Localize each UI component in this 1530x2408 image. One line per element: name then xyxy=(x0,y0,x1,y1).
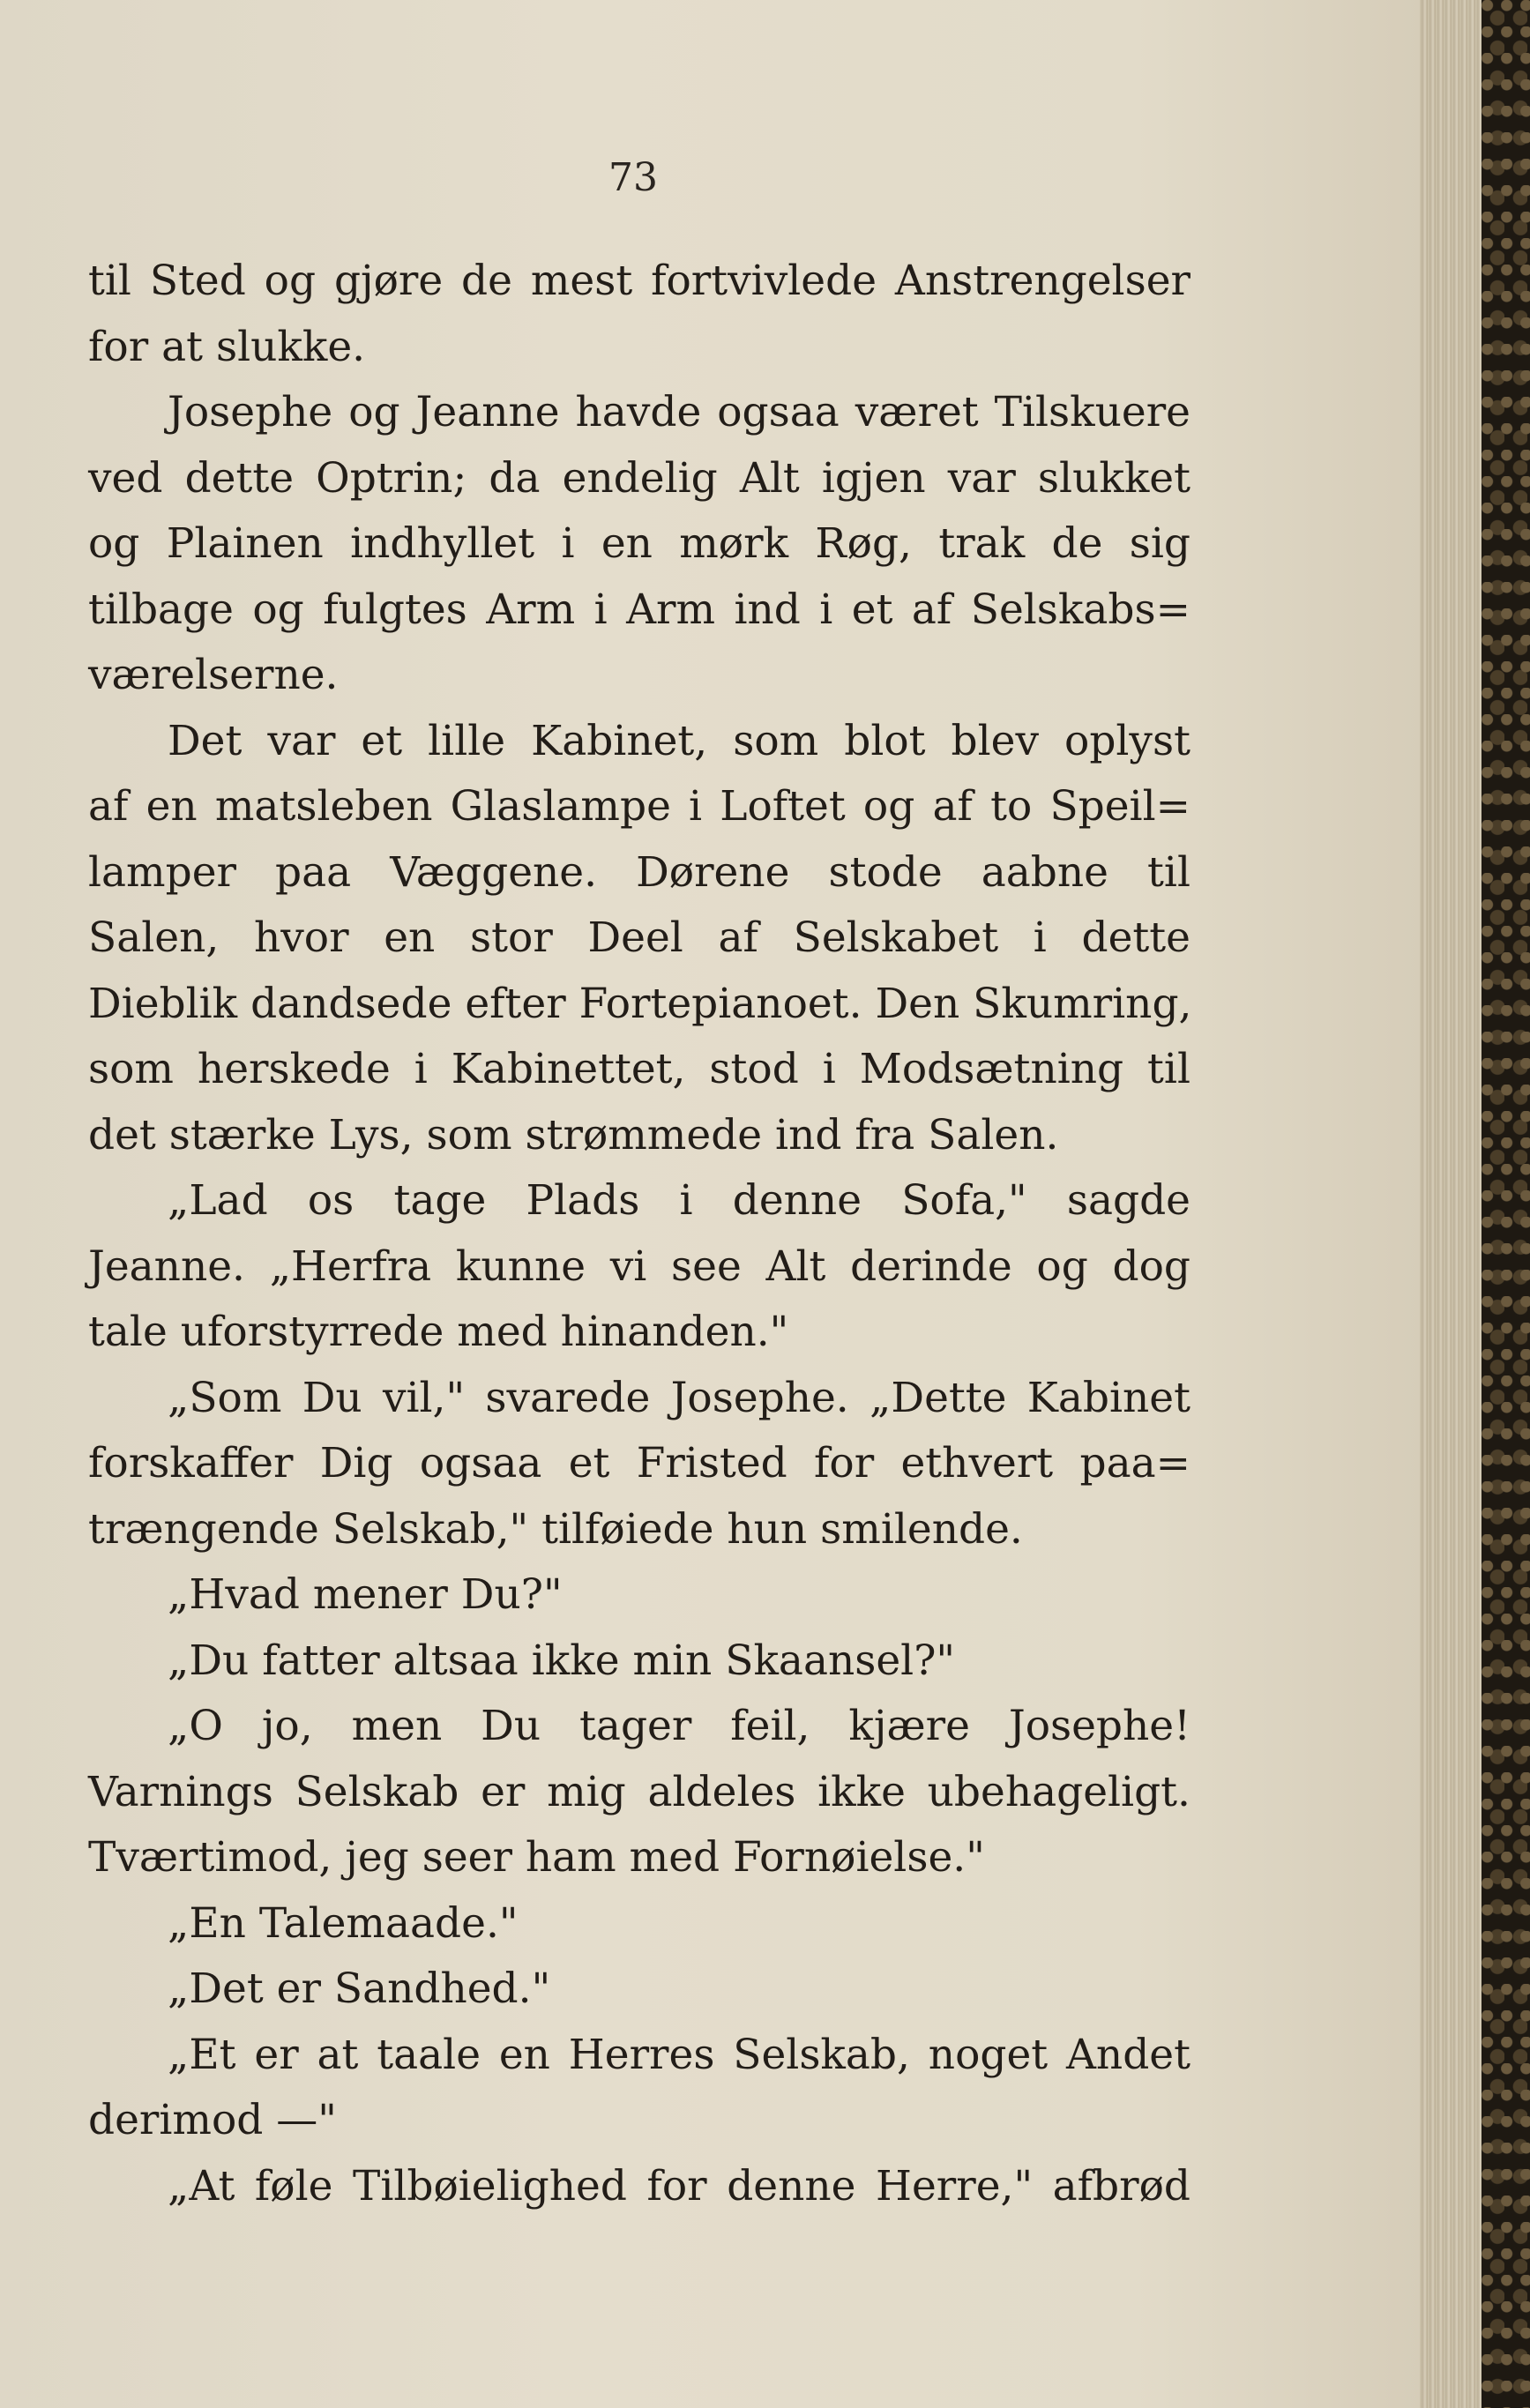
text-line: „Du fatter altsaa ikke min Skaansel?" xyxy=(168,1636,956,1685)
text-line: tilbage og fulgtes Arm i Arm ind i et af Selskabs= xyxy=(88,585,1190,634)
body-text xyxy=(88,249,1190,2219)
text-line: og Plainen indhyllet i en mørk Røg, trak de sig xyxy=(88,519,1190,568)
page-edges xyxy=(1420,0,1481,2408)
text-line: „Hvad mener Du?" xyxy=(168,1570,563,1619)
text-line: det stærke Lys, som strømmede ind fra Salen. xyxy=(88,1110,1059,1159)
book-binding xyxy=(1481,0,1530,2408)
text-line: til Sted og gjøre de mest fortvivlede Anstrengelser xyxy=(88,257,1190,305)
page-number: 73 xyxy=(608,155,658,200)
text-line: Tværtimod, jeg seer ham med Fornøielse." xyxy=(88,1833,985,1882)
text-line: Varnings Selskab er mig aldeles ikke ubehageligt. xyxy=(88,1767,1190,1816)
text-line: forskaffer Dig ogsaa et Fristed for ethvert paa= xyxy=(88,1439,1190,1487)
text-line: som herskede i Kabinettet, stod i Modsætning til xyxy=(88,1045,1190,1093)
text-line: værelserne. xyxy=(88,651,339,699)
text-line: derimod —" xyxy=(88,2096,337,2144)
text-line: Salen, hvor en stor Deel af Selskabet i dette xyxy=(88,913,1190,962)
text-line: lamper paa Væggene. Dørene stode aabne til xyxy=(88,847,1190,897)
text-line: tale uforstyrrede med hinanden." xyxy=(88,1308,789,1356)
text-line: ved dette Optrin; da endelig Alt igjen var slukket xyxy=(88,453,1190,503)
text-line: „O jo, men Du tager feil, kjære Josephe! xyxy=(168,1702,1190,1750)
text-line: „Som Du vil," svarede Josephe. „Dette Kabinet xyxy=(168,1373,1190,1422)
text-line: „Lad os tage Plads i denne Sofa," sagde xyxy=(168,1176,1190,1225)
text-line: Josephe og Jeanne havde ogsaa været Tilskuere xyxy=(168,388,1190,436)
text-line: Dieblik dandsede efter Fortepianoet. Den Skumring, xyxy=(88,979,1192,1028)
text-line: „En Talemaade." xyxy=(168,1898,519,1948)
text-line: „Det er Sandhed." xyxy=(168,1964,551,2013)
text-line: Jeanne. „Herfra kunne vi see Alt derinde og dog xyxy=(88,1241,1190,1291)
text-line: „At føle Tilbøielighed for denne Herre," afbrød xyxy=(168,2161,1190,2210)
text-line: for at slukke. xyxy=(88,322,366,371)
text-line: Det var et lille Kabinet, som blot blev oplyst xyxy=(168,716,1190,765)
text-line: „Et er at taale en Herres Selskab, noget Andet xyxy=(168,2030,1190,2079)
text-line: trængende Selskab," tilføiede hun smilende. xyxy=(88,1504,1023,1554)
text-line: af en matsleben Glaslampe i Loftet og af to Speil= xyxy=(88,782,1190,831)
